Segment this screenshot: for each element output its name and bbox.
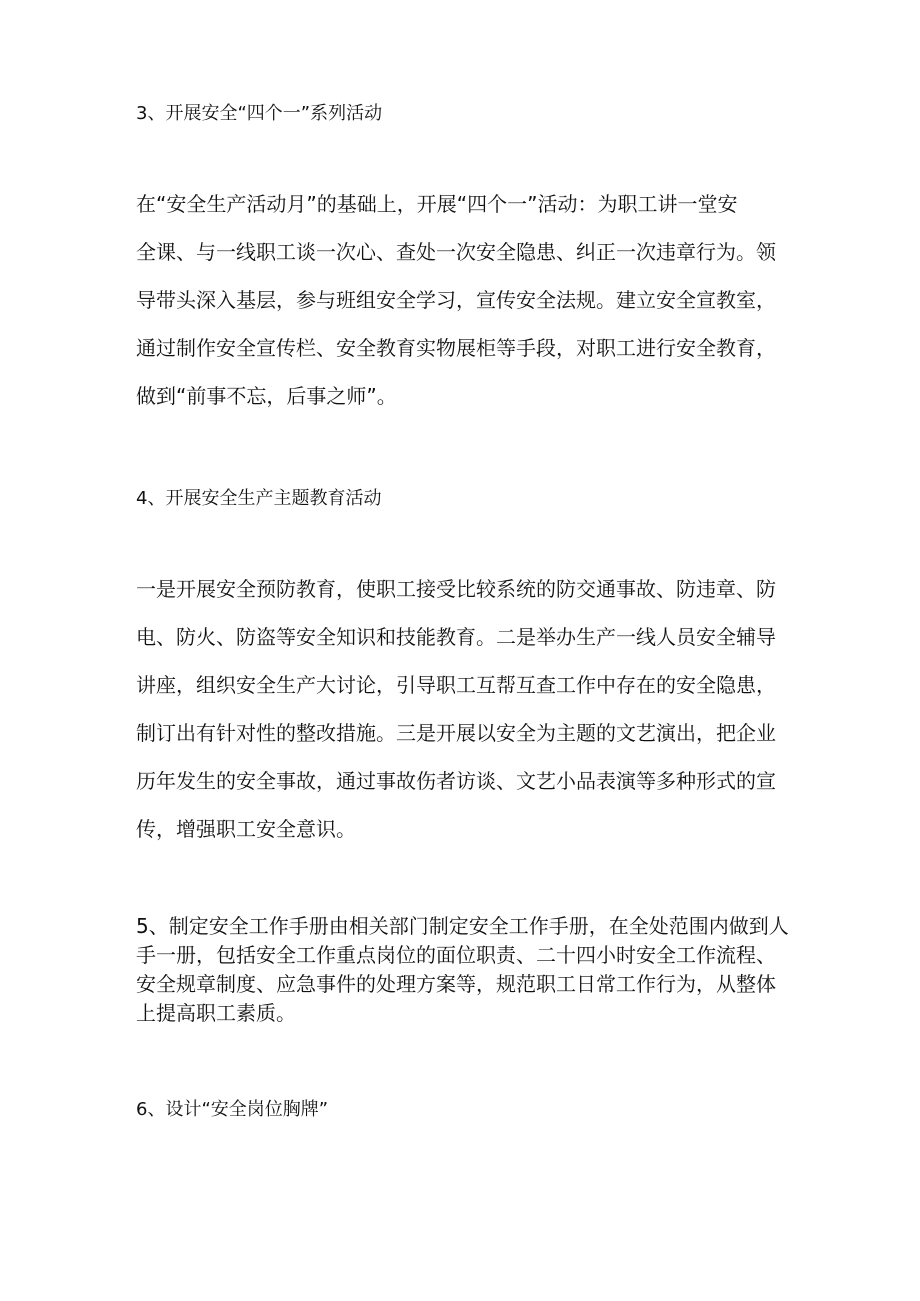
paragraph-line: 历年发生的安全事故，通过事故伤者访谈、文艺小品表演等多种形式的宣 — [136, 769, 776, 793]
section-5-paragraph — [136, 912, 796, 1028]
paragraph-line: 电、防火、防盗等安全知识和技能教育。二是举办生产一线人员安全辅导 — [136, 625, 776, 649]
section-4-heading: 4、开展安全生产主题教育活动 — [136, 488, 382, 509]
paragraph-line: 手一册，包括安全工作重点岗位的面位职责、二十四小时安全工作流程、 — [136, 943, 776, 967]
paragraph-line: 安全规章制度、应急事件的处理方案等，规范职工日常工作行为，从整体 — [136, 972, 776, 996]
paragraph-line: 一是开展安全预防教育，使职工接受比较系统的防交通事故、防违章、防 — [136, 577, 776, 601]
paragraph-line: 做到“前事不忘，后事之师”。 — [136, 384, 397, 408]
section-3-heading: 3、开展安全“四个一”系列活动 — [136, 103, 383, 124]
paragraph-line: 全课、与一线职工谈一次心、查处一次安全隐患、纠正一次违章行为。领 — [136, 240, 776, 264]
paragraph-line: 讲座，组织安全生产大讨论，引导职工互帮互查工作中存在的安全隐患， — [136, 673, 776, 697]
paragraph-line: 在“安全生产活动月”的基础上，开展“四个一”活动：为职工讲一堂安 — [136, 192, 738, 216]
paragraph-line: 传，增强职工安全意识。 — [136, 817, 356, 841]
paragraph-line: 上提高职工素质。 — [136, 1001, 296, 1025]
paragraph-line: 通过制作安全宣传栏、安全教育实物展柜等手段，对职工进行安全教育， — [136, 336, 776, 360]
section-3-paragraph — [136, 180, 796, 420]
section-4-paragraph — [136, 565, 796, 853]
paragraph-line: 制订出有针对性的整改措施。三是开展以安全为主题的文艺演出，把企业 — [136, 721, 776, 745]
paragraph-line: 导带头深入基层，参与班组安全学习，宣传安全法规。建立安全宣教室， — [136, 288, 776, 312]
section-6-heading: 6、设计“安全岗位胸牌” — [136, 1099, 329, 1120]
paragraph-line: 5、制定安全工作手册由相关部门制定安全工作手册，在全处范围内做到人 — [136, 914, 789, 938]
